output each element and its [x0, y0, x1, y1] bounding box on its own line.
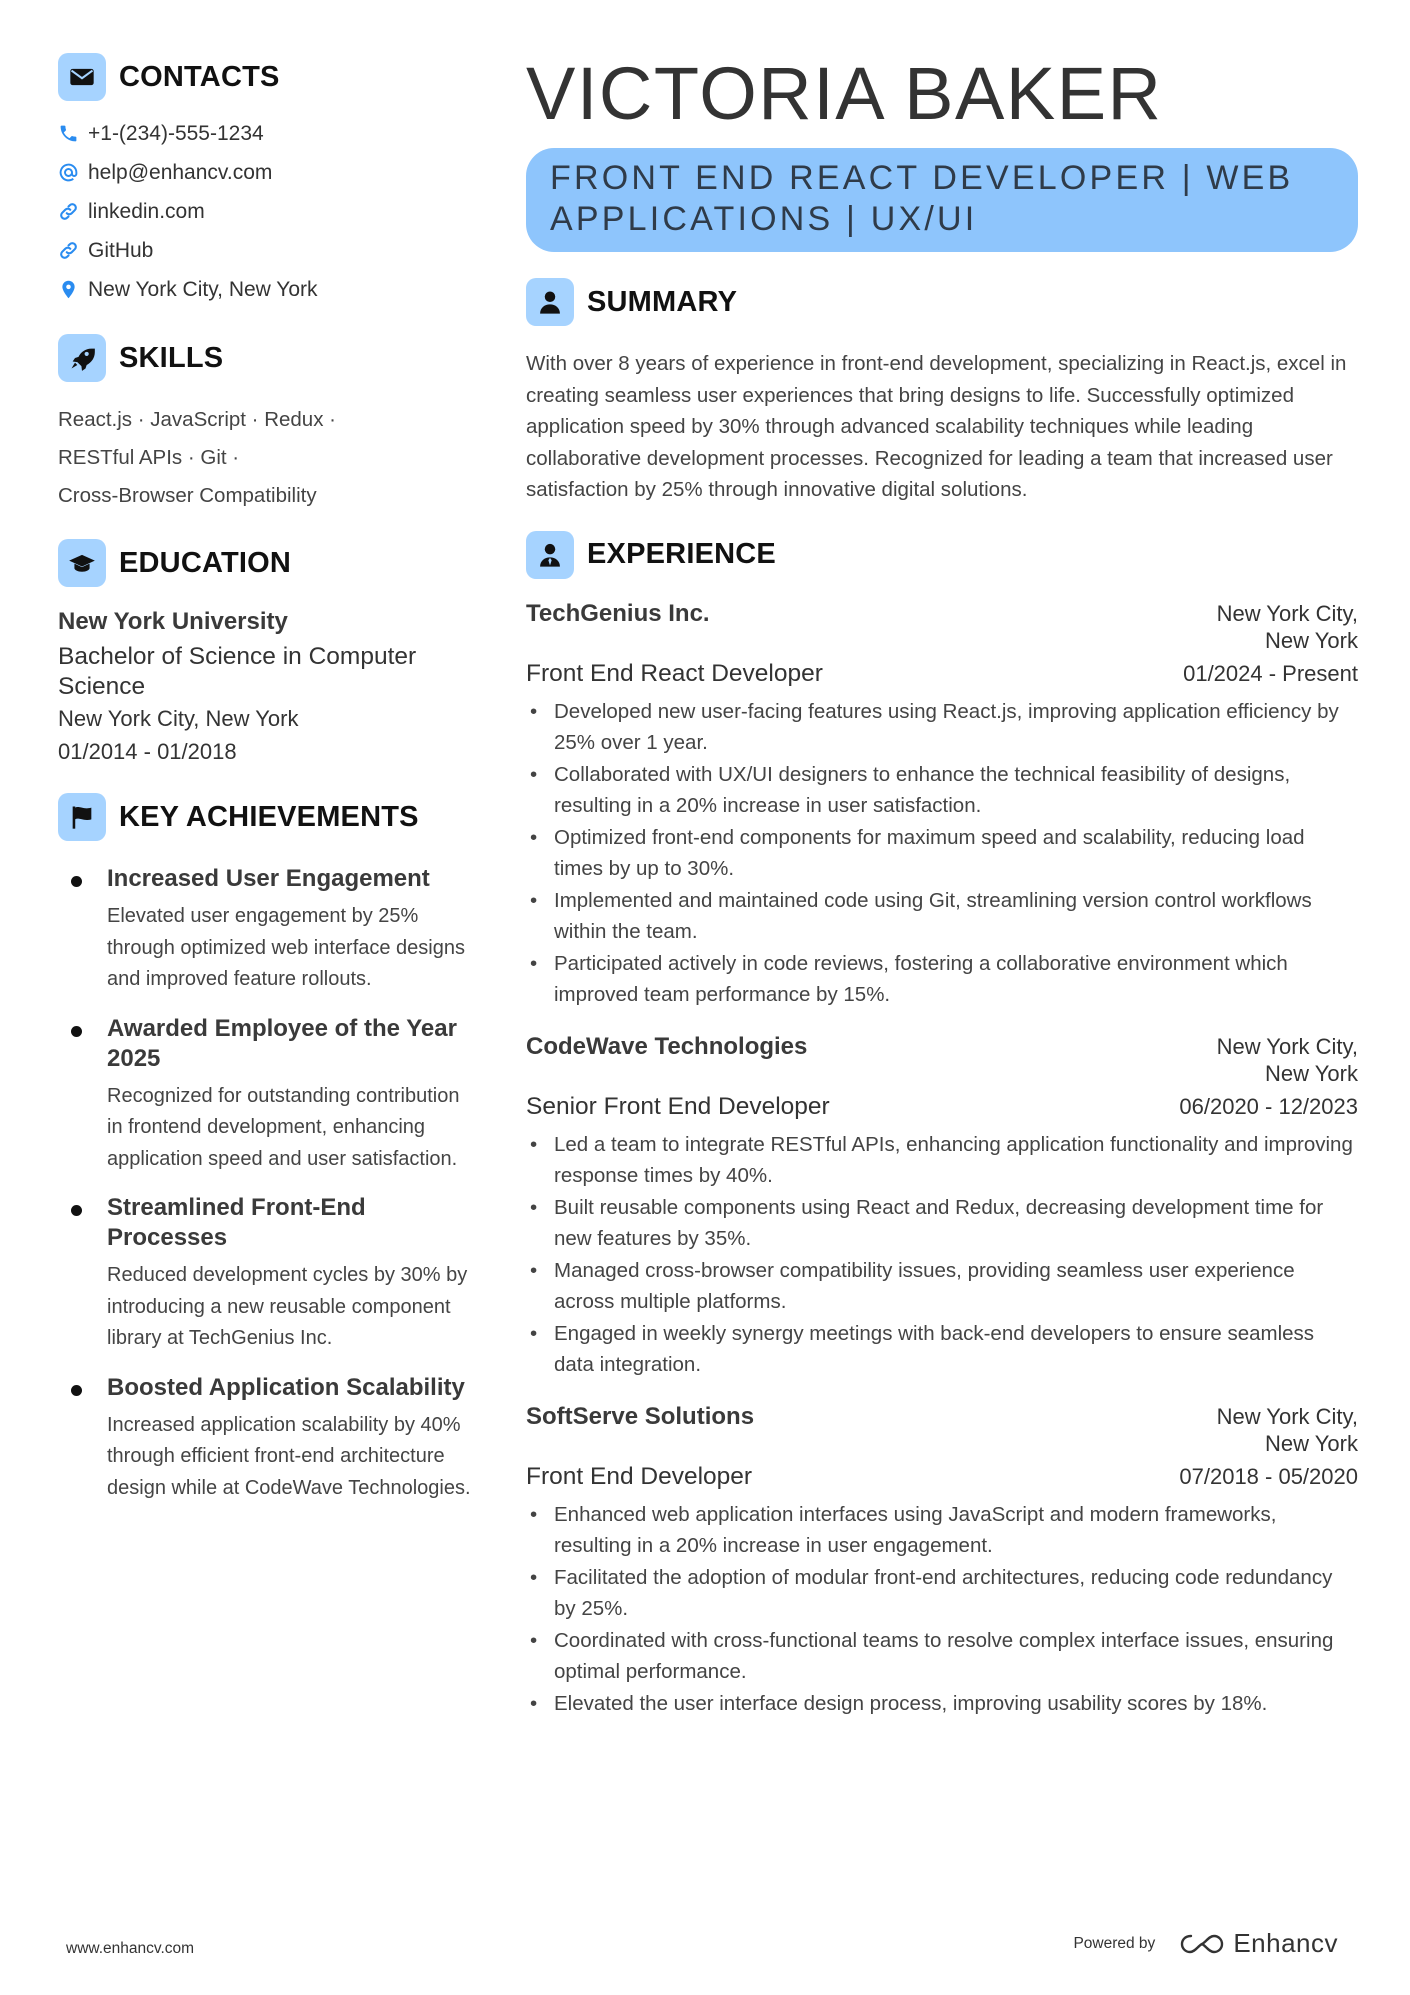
job-header	[526, 600, 1358, 654]
job-role: Front End Developer	[526, 1462, 753, 1490]
job-bullet: • Enhanced web application interfaces using JavaScript and modern frameworks, resulting in a 20% increase in user engagement.	[526, 1499, 1358, 1562]
left-column	[58, 52, 474, 1522]
job-location	[1217, 1403, 1358, 1457]
link-icon	[58, 240, 79, 261]
at-icon	[58, 162, 79, 183]
job-location-line: New York City,	[1216, 1403, 1358, 1429]
linkedin-text: linkedin.com	[88, 199, 205, 223]
job-bullet: • Collaborated with UX/UI designers to enhance the technical feasibility of designs, resulting in a 20% increase in user satisfaction.	[526, 759, 1358, 822]
job-role: Front End React Developer	[526, 659, 823, 687]
job-subheader	[526, 1093, 1358, 1121]
section-title: KEY ACHIEVEMENTS	[119, 800, 419, 833]
job-location-line: New York	[1265, 1060, 1358, 1086]
job-bullets	[526, 696, 1358, 1011]
job-location-line: New York City,	[1216, 1033, 1358, 1059]
section-title: EDUCATION	[119, 546, 292, 579]
job-header	[526, 1403, 1358, 1457]
map-pin-icon	[58, 279, 79, 300]
graduation-cap-icon	[58, 539, 106, 587]
achievement-desc: Reduced development cycles by 30% by introducing a new reusable component library at TechGenius Inc.	[107, 1264, 468, 1349]
bullet-dot	[71, 1026, 82, 1037]
achievement-item	[58, 864, 474, 996]
job-bullet: • Coordinated with cross-functional teams to resolve complex interface issues, ensuring optimal performance.	[526, 1625, 1358, 1688]
job-location-line: New York	[1265, 627, 1358, 653]
education-section	[58, 538, 474, 768]
achievement-item	[58, 1014, 474, 1176]
job-entry	[526, 1033, 1358, 1381]
contact-email[interactable]	[58, 153, 474, 192]
job-bullet: • Optimized front-end components for maximum speed and scalability, reducing load times by up to 30%.	[526, 822, 1358, 885]
achievement-item	[58, 1193, 474, 1355]
user-tie-icon	[526, 531, 574, 579]
education-degree: Bachelor of Science in Computer Science	[58, 643, 417, 700]
job-location	[1217, 600, 1358, 654]
phone-text: +1-(234)-555-1234	[88, 121, 264, 145]
contacts-section	[58, 52, 474, 309]
achievements-list	[58, 864, 474, 1504]
skills-section	[58, 333, 474, 515]
phone-icon	[58, 123, 79, 144]
contact-phone[interactable]	[58, 114, 474, 153]
education-location: New York City, New York	[58, 706, 299, 731]
bullet-dot	[71, 1385, 82, 1396]
job-subheader	[526, 1463, 1358, 1491]
job-bullet: • Developed new user-facing features using React.js, improving application efficiency by 25% over 1 year.	[526, 696, 1358, 759]
section-title: SUMMARY	[587, 285, 738, 318]
user-icon	[526, 278, 574, 326]
job-bullet: • Led a team to integrate RESTful APIs, enhancing application functionality and improving response times by 40%.	[526, 1129, 1358, 1192]
skills-line: React.js · JavaScript · Redux ·	[58, 408, 336, 431]
achievement-desc: Increased application scalability by 40% through efficient front-end architecture design while at CodeWave Technologies.	[107, 1413, 471, 1499]
job-dates: 06/2020 - 12/2023	[1179, 1093, 1358, 1119]
email-text: help@enhancv.com	[88, 160, 273, 184]
bullet-dot	[71, 1205, 82, 1216]
company-name: TechGenius Inc.	[526, 599, 710, 627]
summary-text: With over 8 years of experience in front-end development, specializing in React.js, excel in creating seamless user experiences that bring designs to life. Successfully optimized application speed by 30% through advanced scalability techniques while leading collaborative development processes. Recognized for leading a team that increased user satisfaction by 25% through innovative digital solutions.	[526, 352, 1347, 501]
achievements-section	[58, 792, 474, 1504]
location-text: New York City, New York	[88, 277, 318, 301]
powered-by-label: Powered by	[1073, 1934, 1156, 1952]
job-location	[1217, 1033, 1358, 1087]
section-title: CONTACTS	[119, 60, 280, 93]
achievement-title: Boosted Application Scalability	[107, 1373, 465, 1401]
contacts-heading-row	[58, 52, 474, 102]
skills-heading-row	[58, 333, 474, 383]
education-dates: 01/2014 - 01/2018	[58, 739, 237, 764]
section-title: SKILLS	[119, 341, 224, 374]
achievement-desc: Recognized for outstanding contribution in frontend development, enhancing application speed and user satisfaction.	[107, 1084, 460, 1170]
job-bullet: • Managed cross-browser compatibility issues, providing seamless user experience across multiple platforms.	[526, 1255, 1358, 1318]
contact-linkedin[interactable]	[58, 192, 474, 231]
job-entry	[526, 600, 1358, 1011]
education-heading-row	[58, 538, 474, 588]
experience-heading-row	[526, 530, 1358, 580]
contact-list	[58, 114, 474, 309]
job-location-line: New York City,	[1216, 600, 1358, 626]
job-title-banner: FRONT END REACT DEVELOPER | WEB APPLICATIONS | UX/UI	[526, 148, 1358, 252]
job-dates: 07/2018 - 05/2020	[1179, 1463, 1358, 1489]
job-location-line: New York	[1265, 1430, 1358, 1456]
job-header	[526, 1033, 1358, 1087]
achievement-desc: Elevated user engagement by 25% through optimized web interface designs and improved feature rollouts.	[107, 905, 465, 990]
skills-line: RESTful APIs · Git ·	[58, 446, 240, 469]
experience-section	[526, 530, 1358, 1720]
achievement-title: Streamlined Front-End Processes	[107, 1194, 366, 1251]
footer-branding	[1073, 1928, 1338, 1959]
education-school: New York University	[58, 608, 288, 635]
company-name: CodeWave Technologies	[526, 1032, 808, 1060]
right-column	[526, 52, 1358, 1719]
job-entry	[526, 1403, 1358, 1720]
contact-github[interactable]	[58, 231, 474, 270]
envelope-icon	[58, 53, 106, 101]
job-bullet: • Participated actively in code reviews, fostering a collaborative environment which improved team performance by 15%.	[526, 948, 1358, 1011]
job-bullets	[526, 1129, 1358, 1381]
bullet-dot	[71, 876, 82, 887]
skills-list	[58, 401, 474, 515]
achievement-title: Awarded Employee of the Year 2025	[107, 1014, 457, 1072]
contact-location	[58, 270, 474, 309]
company-name: SoftServe Solutions	[526, 1402, 755, 1430]
job-bullet: • Implemented and maintained code using Git, streamlining version control workflows within the team.	[526, 885, 1358, 948]
achievement-title: Increased User Engagement	[107, 865, 430, 892]
link-icon	[58, 201, 79, 222]
achievements-heading-row	[58, 792, 474, 842]
summary-section	[526, 277, 1358, 506]
job-bullet: • Engaged in weekly synergy meetings with back-end developers to ensure seamless data integration.	[526, 1318, 1358, 1381]
rocket-icon	[58, 334, 106, 382]
job-role: Senior Front End Developer	[526, 1092, 830, 1120]
flag-icon	[58, 793, 106, 841]
section-title: EXPERIENCE	[587, 538, 776, 570]
github-text: GitHub	[88, 238, 154, 262]
footer-website[interactable]: www.enhancv.com	[66, 1940, 195, 1957]
job-bullet: • Built reusable components using React and Redux, decreasing development time for new features by 35%.	[526, 1192, 1358, 1255]
enhancv-logo-icon	[1179, 1931, 1225, 1957]
job-bullet: • Elevated the user interface design process, improving usability scores by 18%.	[526, 1688, 1358, 1720]
candidate-name: VICTORIA BAKER	[526, 52, 1163, 135]
summary-heading-row	[526, 277, 1358, 327]
job-bullet: • Facilitated the adoption of modular front-end architectures, reducing code redundancy by 25%.	[526, 1562, 1358, 1625]
job-bullets	[526, 1499, 1358, 1720]
job-subheader	[526, 660, 1358, 688]
achievement-item	[58, 1373, 474, 1505]
brand-name: Enhancv	[1233, 1928, 1338, 1958]
job-dates: 01/2024 - Present	[1183, 660, 1358, 686]
skills-line: Cross-Browser Compatibility	[58, 484, 317, 507]
